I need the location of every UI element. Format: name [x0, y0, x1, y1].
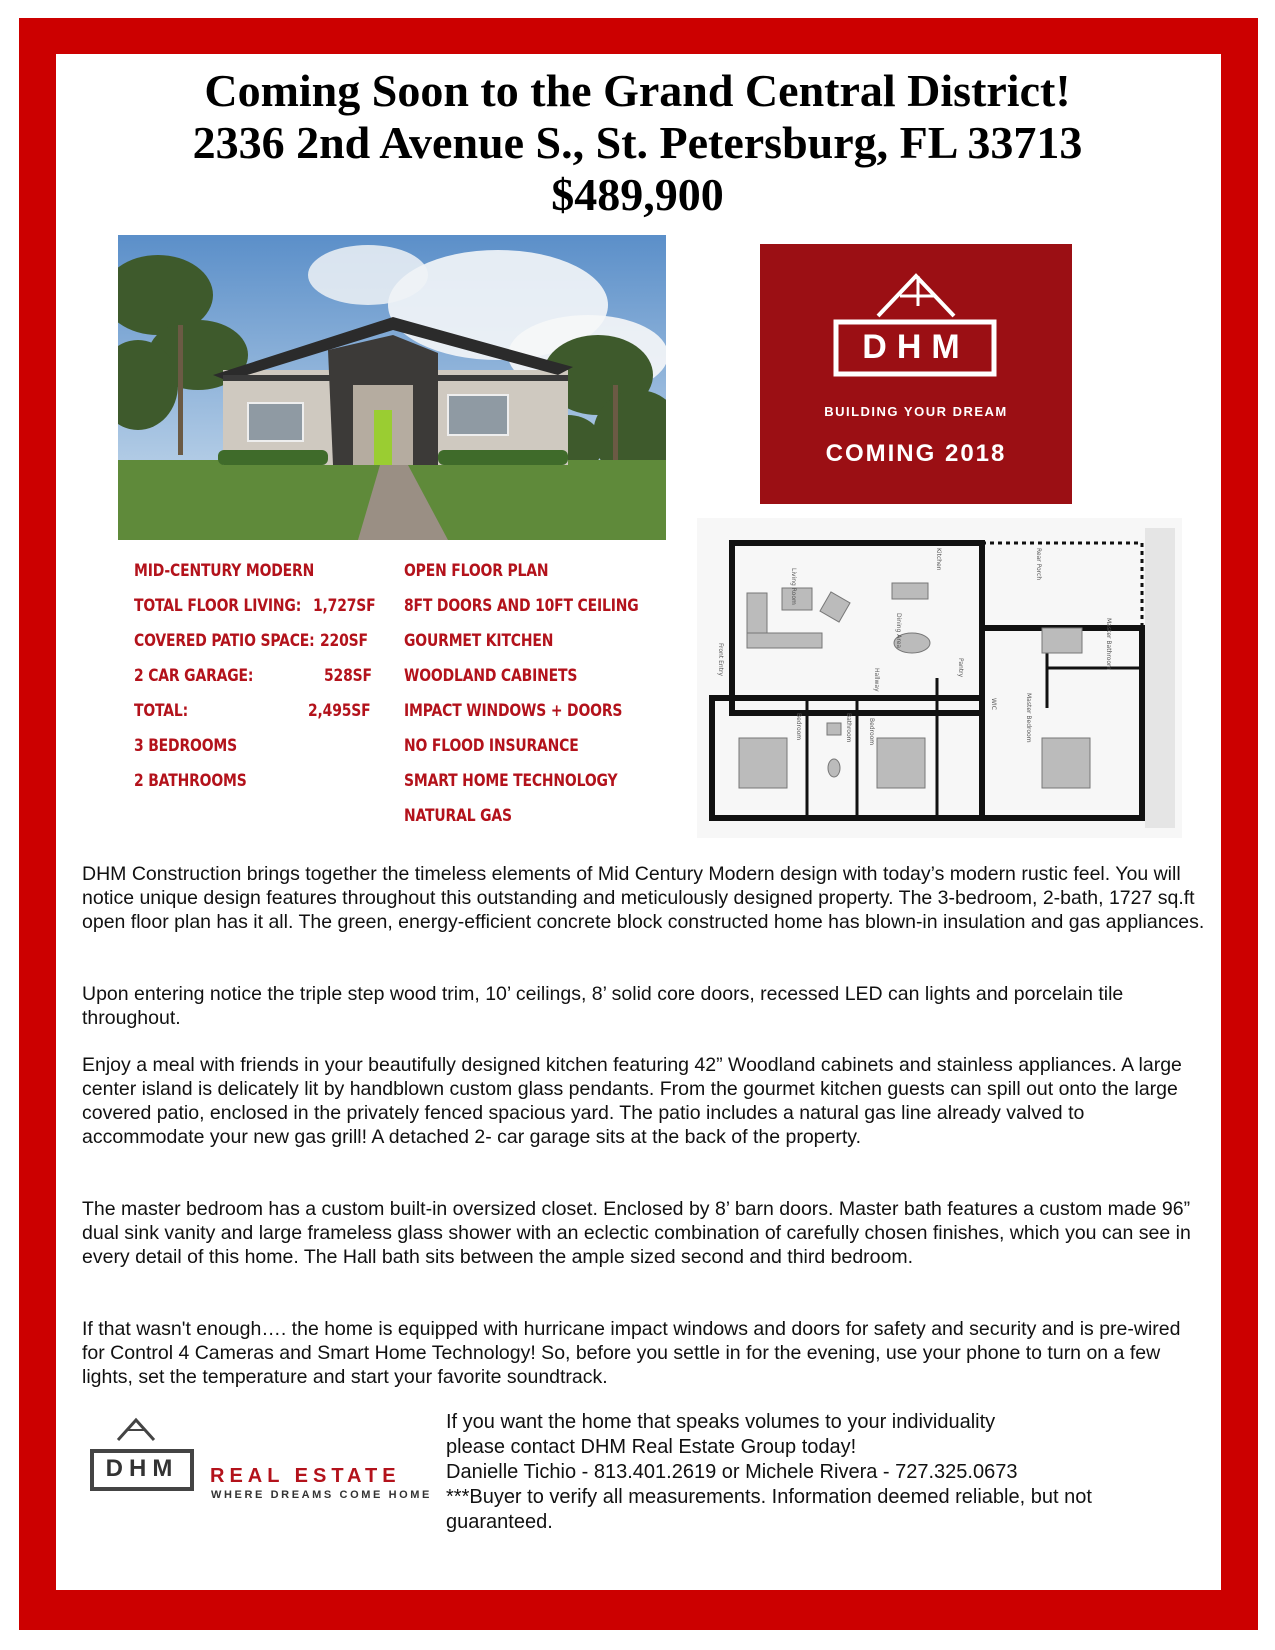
dhm-brand-text: DHM [862, 328, 970, 366]
feature-item: 2 CAR GARAGE: [134, 666, 254, 686]
fp-hallway-label: Hallway [873, 668, 880, 692]
feature-item: 8FT DOORS AND 10FT CEILING [404, 596, 639, 616]
feature-item: NATURAL GAS [404, 806, 512, 826]
feature-item: 3 BEDROOMS [134, 736, 237, 756]
fp-wic-label: WIC [990, 698, 997, 710]
fp-porch-label: Rear Porch [1035, 548, 1042, 581]
feature-item: TOTAL: [134, 701, 189, 721]
disclaimer-line: guaranteed. [446, 1511, 553, 1533]
feature-value: 1,727SF [313, 596, 376, 616]
description-paragraph: The master bedroom has a custom built-in oversized closet. Enclosed by 8’ barn doors. Master bath features a custom made 96” dual sink vanity and large frameless glass shower with an eclectic combination of carefully chosen finishes, which you can see in every detail of this home. The Hall bath sits between the ample sized second and third bedroom. [82, 1198, 1191, 1268]
feature-item: WOODLAND CABINETS [404, 666, 578, 686]
fp-bedroom-label: Bedroom [795, 713, 802, 741]
feature-item: IMPACT WINDOWS + DOORS [404, 701, 623, 721]
re-brand-text: DHM [105, 1455, 179, 1482]
house-rendering-image [118, 235, 666, 540]
fp-pantry-label: Pantry [957, 658, 964, 678]
property-price: $489,900 [551, 169, 724, 220]
feature-value: 220SF [320, 631, 368, 651]
contact-line: If you want the home that speaks volumes to your individuality [446, 1411, 996, 1433]
fp-bedroom-label: Bedroom [868, 718, 875, 746]
fp-master-bed-label: Master Bedroom [1025, 693, 1032, 743]
feature-value: 2,495SF [308, 701, 371, 721]
feature-item: GOURMET KITCHEN [404, 631, 554, 651]
contact-block [446, 1410, 1206, 1535]
fp-entry-label: Front Entry [717, 643, 724, 677]
flyer-headline: Coming Soon to the Grand Central District! [204, 65, 1071, 116]
fp-living-label: Living Room [790, 568, 797, 605]
feature-item: MID-CENTURY MODERN [134, 561, 315, 581]
description-paragraph: DHM Construction brings together the timeless elements of Mid Century Modern design with today’s modern rustic feel. You will notice unique design features throughout this outstanding and meticulously designed property. The 3-bedroom, 2-bath, 1727 sq.ft open floor plan has it all. The green, energy-efficient concrete block constructed home has blown-in insulation and gas appliances. [82, 863, 1205, 933]
fp-bathroom-label: Bathroom [845, 713, 852, 743]
feature-item: 2 BATHROOMS [134, 771, 247, 791]
description-paragraph: If that wasn't enough…. the home is equipped with hurricane impact windows and doors for safety and security and is pre-wired for Control 4 Cameras and Smart Home Technology! So, before you settle in for the evening, use your phone to turn on a few lights, set the temperature and start your favorite soundtrack. [82, 1318, 1181, 1388]
dhm-coming-2018-logo [760, 244, 1072, 504]
feature-item: SMART HOME TECHNOLOGY [404, 771, 618, 791]
real-estate-title: REAL ESTATE [210, 1465, 401, 1487]
fp-dining-label: Dining Area [895, 613, 902, 649]
property-address: 2336 2nd Avenue S., St. Petersburg, FL 33713 [192, 117, 1083, 168]
feature-value: 528SF [324, 666, 372, 686]
fp-kitchen-label: Kitchen [935, 548, 942, 571]
real-estate-tagline: WHERE DREAMS COME HOME [211, 1489, 432, 1501]
disclaimer-line: ***Buyer to verify all measurements. Information deemed reliable, but not [446, 1486, 1092, 1508]
floor-plan-image [697, 518, 1182, 838]
description-paragraph: Upon entering notice the triple step wood trim, 10’ ceilings, 8’ solid core doors, recessed LED can lights and porcelain tile throughout. [82, 983, 1124, 1029]
feature-item: OPEN FLOOR PLAN [404, 561, 549, 581]
description-paragraph: Enjoy a meal with friends in your beautifully designed kitchen featuring 42” Woodland cabinets and stainless appliances. A large center island is delicately lit by handblown custom glass pendants. From the gourmet kitchen guests can spill out onto the large covered patio, enclosed in the privately fenced spacious yard. The patio includes a natural gas line already valved to accommodate your new gas grill! A detached 2- car garage sits at the back of the property. [82, 1054, 1182, 1148]
feature-item: TOTAL FLOOR LIVING: [134, 596, 302, 616]
logo-coming-text: COMING 2018 [825, 440, 1007, 467]
feature-item: COVERED PATIO SPACE: [134, 631, 315, 651]
feature-item: NO FLOOD INSURANCE [404, 736, 579, 756]
agent-phone-line: Danielle Tichio - 813.401.2619 or Michele Rivera - 727.325.0673 [446, 1461, 1018, 1483]
fp-master-bath-label: Master Bathroom [1105, 618, 1112, 670]
logo-tagline: BUILDING YOUR DREAM [824, 404, 1008, 419]
contact-line: please contact DHM Real Estate Group today! [446, 1436, 857, 1458]
